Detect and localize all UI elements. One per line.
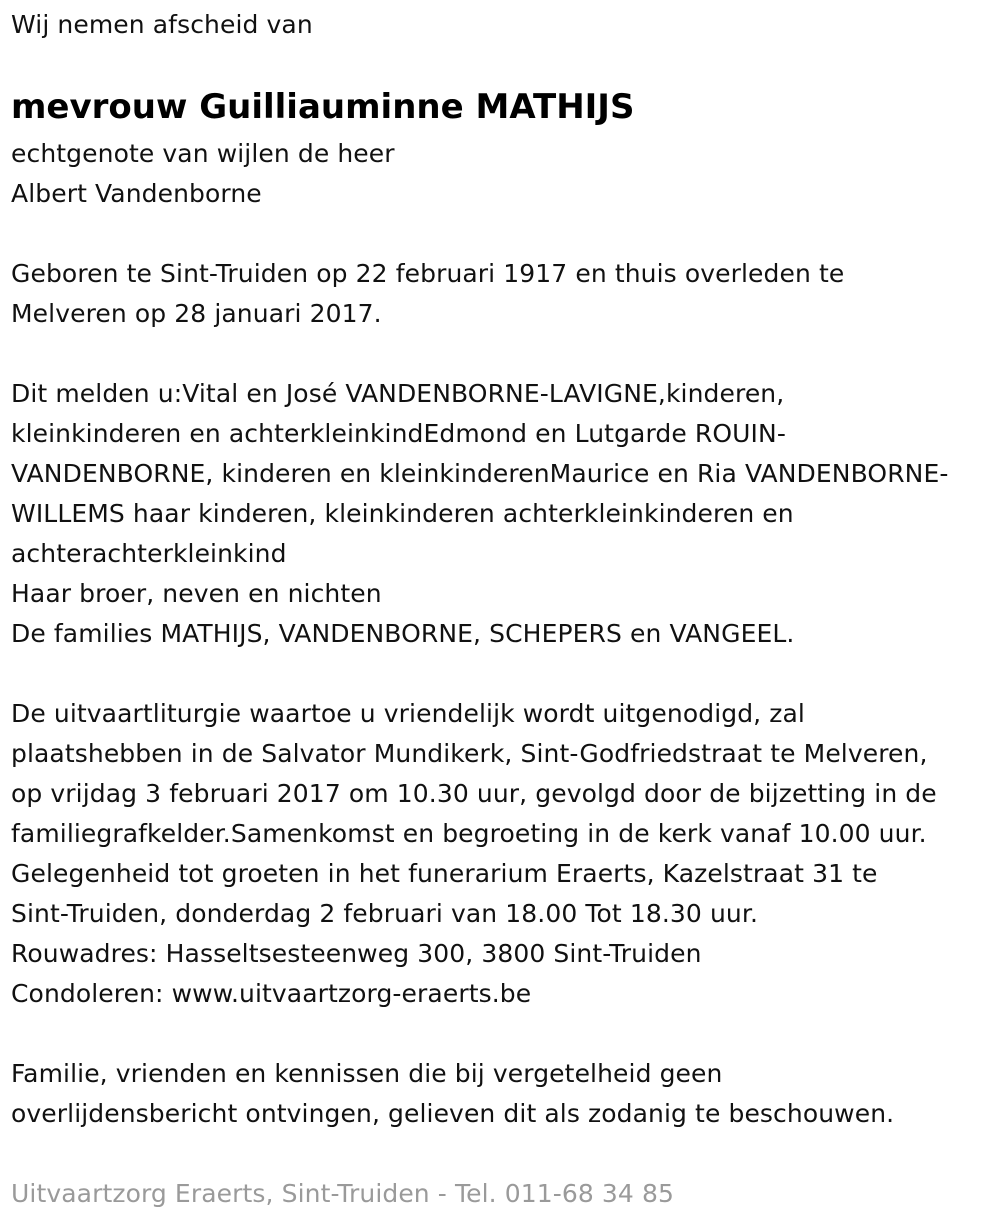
notice-line: overlijdensbericht ontvingen, gelieven dit als zodanig te beschouwen.	[11, 1099, 895, 1128]
funeral-line: familiegrafkelder.Samenkomst en begroeting in de kerk vanaf 10.00 uur.	[11, 819, 927, 848]
family-line: VANDENBORNE, kinderen en kleinkinderenMaurice en Ria VANDENBORNE-	[11, 459, 949, 488]
birth-death-line: Geboren te Sint-Truiden op 22 februari 1917 en thuis overleden te	[11, 259, 845, 288]
condolence-link[interactable]: Condoleren: www.uitvaartzorg-eraerts.be	[11, 979, 532, 1008]
funeral-line: plaatshebben in de Salvator Mundikerk, Sint-Godfriedstraat te Melveren,	[11, 739, 928, 768]
birth-death-line: Melveren op 28 januari 2017.	[11, 299, 382, 328]
family-line: WILLEMS haar kinderen, kleinkinderen achterkleinkinderen en	[11, 499, 794, 528]
family-line: Dit melden u:Vital en José VANDENBORNE-LAVIGNE,kinderen,	[11, 379, 785, 408]
spouse-section	[11, 134, 395, 214]
funeral-home-footer: Uitvaartzorg Eraerts, Sint-Truiden - Tel. 011-68 34 85	[11, 1179, 674, 1208]
funeral-section	[11, 694, 937, 1014]
family-line: achterachterkleinkind	[11, 539, 287, 568]
funeral-line: Gelegenheid tot groeten in het funerarium Eraerts, Kazelstraat 31 te	[11, 859, 878, 888]
intro-text: Wij nemen afscheid van	[11, 10, 313, 39]
funeral-line: De uitvaartliturgie waartoe u vriendelijk wordt uitgenodigd, zal	[11, 699, 805, 728]
spouse-line: Albert Vandenborne	[11, 179, 262, 208]
notice-line: Familie, vrienden en kennissen die bij vergetelheid geen	[11, 1059, 723, 1088]
family-line: kleinkinderen en achterkleinkindEdmond en Lutgarde ROUIN-	[11, 419, 786, 448]
birth-death-section	[11, 254, 844, 334]
deceased-name: mevrouw Guilliauminne MATHIJS	[11, 87, 635, 127]
family-line: Haar broer, neven en nichten	[11, 579, 382, 608]
family-line: De families MATHIJS, VANDENBORNE, SCHEPERS en VANGEEL.	[11, 619, 795, 648]
spouse-line: echtgenote van wijlen de heer	[11, 139, 395, 168]
mourning-address-line: Rouwadres: Hasseltsesteenweg 300, 3800 Sint-Truiden	[11, 939, 702, 968]
family-section	[11, 374, 948, 654]
funeral-line: Sint-Truiden, donderdag 2 februari van 18.00 Tot 18.30 uur.	[11, 899, 758, 928]
notice-section	[11, 1054, 894, 1134]
funeral-line: op vrijdag 3 februari 2017 om 10.30 uur, gevolgd door de bijzetting in de	[11, 779, 937, 808]
